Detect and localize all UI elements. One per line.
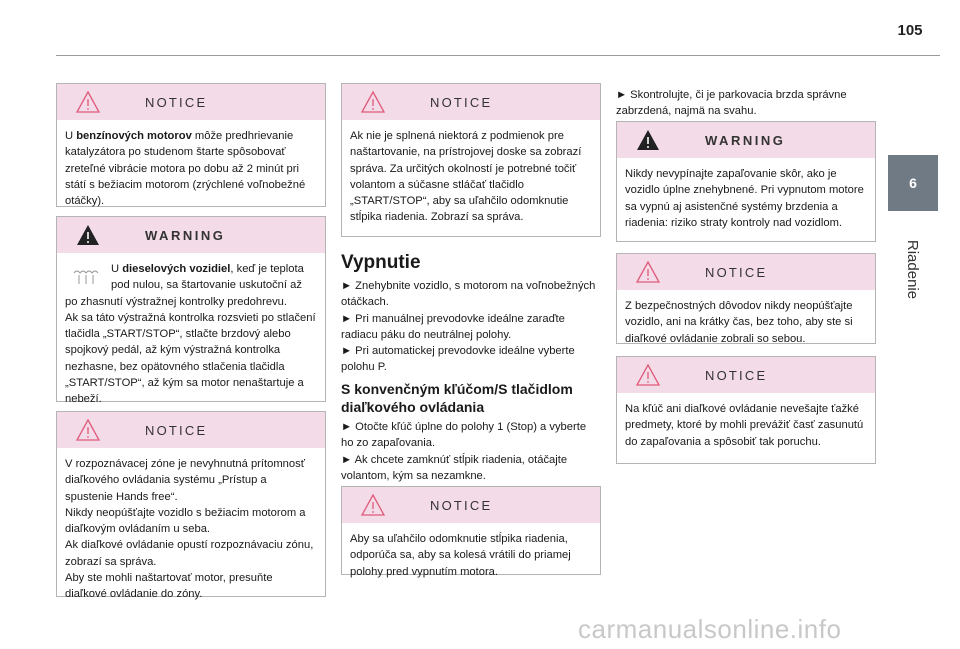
warning-header [57, 217, 325, 253]
warning-box [616, 121, 876, 242]
chapter-label-text: Riadenie [904, 239, 922, 299]
notice-box [56, 83, 326, 207]
chapter-tab[interactable]: 6 [888, 155, 938, 211]
notice-title: NOTICE [705, 367, 768, 383]
notice-body: V rozpoznávacej zóne je nevyhnutná prítomnosť diaľkového ovládania systému „Prístup a spustenie Hands free“. Nikdy neopúšťajte vozidlo s bežiacim motorom a diaľkovým ovládaním u seba. Ak diaľkové ovládanie opustí rozpoznávaciu zónu, zobrazí sa správa. Aby ste mohli naštartovať motor, presuňte diaľkové ovládanie do zóny. [65, 458, 314, 601]
notice-header [617, 254, 875, 290]
notice-title: NOTICE [145, 422, 208, 438]
warning-box [56, 216, 326, 406]
notice-body: Aby sa uľahčilo odomknutie stĺpika riadenia, odporúča sa, aby sa kolesá vrátili do priamej polohy pred vypnutím motora. [350, 533, 571, 578]
warning-title: WARNING [705, 132, 786, 148]
text: môže predhrievanie katalyzátora po studenom štarte spôsobovať zreteľné vibrácie motora po dobu až 2 minút pri státí s bežiacim motorom (zrýchlené voľnobežné otáčky). [65, 130, 306, 208]
notice-body: Ak nie je splnená niektorá z podmienok pre naštartovanie, na prístrojovej doske sa zobrazí správa. Za určitých okolností je potrebné točiť volantom a súčasne stláčať tlačidlo „START/STOP“, aby sa uľahčilo odomknutie stĺpika riadenia. Zobrazí sa správa. [350, 130, 582, 224]
subsection-heading: S konvenčným kľúčom/S tlačidlom diaľkového ovládania [341, 381, 573, 415]
watermark: carmanualsonline.info [578, 614, 842, 644]
notice-triangle-icon [75, 90, 101, 114]
notice-title: NOTICE [705, 264, 768, 280]
text: , keď je teplota pod nulou, sa štartovanie uskutoční až po zhasnutí výstražnej kontrolky predohrevu. Ak sa táto výstražná kontrolka rozsvieti po stlačení tlačidla „START/STOP“, stlačte brzdový alebo spojkový pedál, až kým výstražná kontrolka nezhasne, bez opätovného stlačenia tlačidla „START/STOP“, až kým sa motor nenaštartuje a nebeží. [65, 263, 316, 406]
section-heading: Vypnutie [341, 252, 421, 273]
notice-triangle-icon [360, 493, 386, 517]
notice-title: NOTICE [430, 94, 493, 110]
warning-title: WARNING [145, 227, 226, 243]
notice-header [57, 84, 325, 120]
notice-header [617, 357, 875, 393]
notice-body: Z bezpečnostných dôvodov nikdy neopúšťajte vozidlo, ani na krátky čas, bez toho, aby ste si diaľkové ovládanie zobrali so sebou. [625, 300, 853, 345]
notice-triangle-icon [635, 260, 661, 284]
notice-title: NOTICE [145, 94, 208, 110]
warning-triangle-icon [75, 223, 101, 247]
instruction-steps: ► Otočte kľúč úplne do polohy 1 (Stop) a vyberte ho zo zapaľovania. ► Ak chcete zamknúť stĺpik riadenia, otáčajte volantom, kým sa nezamkne. [341, 421, 587, 482]
text: U [65, 130, 77, 142]
notice-body [57, 120, 325, 217]
notice-header [342, 84, 600, 120]
text: U [111, 263, 123, 275]
notice-box [341, 83, 601, 237]
warning-body: Nikdy nevypínajte zapaľovanie skôr, ako je vozidlo úplne znehybnené. Pri vypnutom motore sa vypnú aj asistenčné systémy brzdenia a riadenia: riziko straty kontroly nad vozidlom. [625, 168, 864, 229]
instruction-steps: ► Znehybnite vozidlo, s motorom na voľnobežných otáčkach. ► Pri manuálnej prevodovke ideálne zaraďte radiacu páku do neutrálnej polohy. ► Pri automatickej prevodovke ideálne vyberte polohu P. [341, 280, 596, 374]
instruction-steps: ► Skontrolujte, či je parkovacia brzda správne zabrzdená, najmä na svahu. [616, 89, 847, 118]
notice-header [57, 412, 325, 448]
warning-header [617, 122, 875, 158]
bold-text: benzínových motorov [76, 130, 192, 142]
bold-text: dieselových vozidiel [122, 263, 231, 275]
notice-triangle-icon [75, 418, 101, 442]
notice-body: Na kľúč ani diaľkové ovládanie nevešajte ťažké predmety, ktoré by mohli prevážiť časť zasunutú do zapaľovania a spôsobiť tak poruchu. [625, 403, 864, 448]
glow-plug-icon [71, 267, 101, 287]
header-divider [56, 55, 940, 56]
notice-box [56, 411, 326, 601]
notice-box [616, 356, 876, 464]
notice-triangle-icon [360, 90, 386, 114]
chapter-tab-label [880, 224, 946, 314]
notice-title: NOTICE [430, 497, 493, 513]
notice-header [342, 487, 600, 523]
notice-box [616, 253, 876, 344]
notice-triangle-icon [635, 363, 661, 387]
notice-box [341, 486, 601, 578]
warning-triangle-icon [635, 128, 661, 152]
warning-body [57, 253, 325, 416]
page-number: 105 [897, 22, 923, 39]
